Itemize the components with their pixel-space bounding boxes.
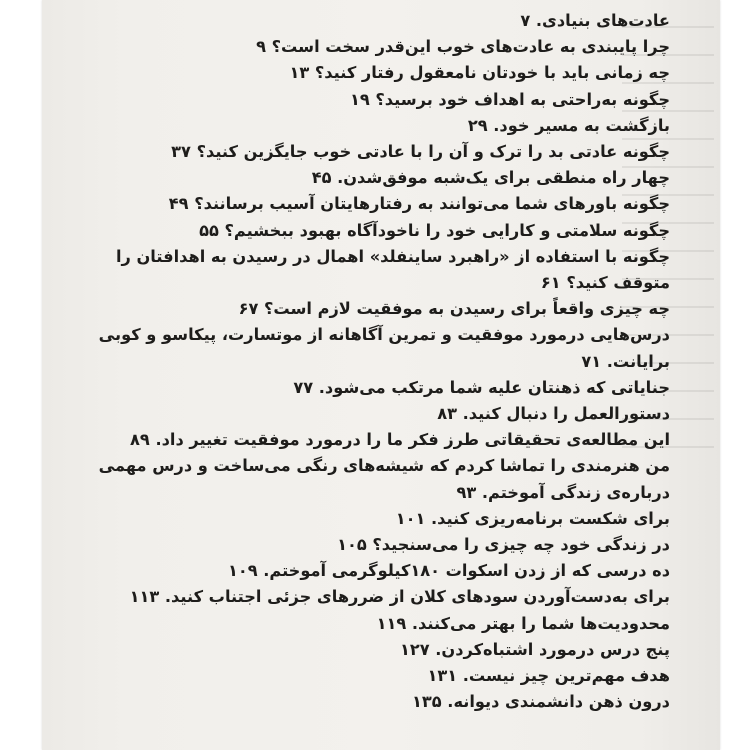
toc-entry: [72, 401, 670, 427]
toc-page-number: ۵۵: [199, 220, 219, 240]
toc-entry: [72, 453, 670, 505]
toc-page-number: ۳۷: [171, 142, 191, 162]
toc-page-number: ۱۳۵: [412, 692, 442, 712]
toc-entry: [72, 296, 670, 322]
toc-title: درون ذهن دانشمندی دیوانه.: [447, 692, 670, 712]
toc-entry: [72, 113, 670, 139]
toc-entry: [72, 532, 670, 558]
toc-page-number: ۸۳: [437, 404, 457, 424]
toc-title: چگونه سلامتی و کارایی خود را ناخودآگاه بهبود ببخشیم؟: [224, 220, 670, 240]
toc-page-number: ۴۹: [168, 194, 189, 214]
toc-title: برای به‌دست‌آوردن سودهای کلان از ضررهای جزئی اجتناب کنید.: [164, 587, 670, 607]
toc-entry: [72, 584, 670, 610]
toc-page-number: ۱۹: [349, 89, 370, 109]
toc-title: من هنرمندی را تماشا کردم که شیشه‌های رنگی می‌ساخت و درس مهمی درباره‌ی زندگی آموختم.: [98, 456, 670, 502]
toc-title: درس‌هایی درمورد موفقیت و تمرین آگاهانه از موتسارت، پیکاسو و کوبی برایانت.: [98, 325, 670, 371]
toc-page-number: ۷: [520, 11, 531, 30]
toc-page-number: ۱۰۹: [227, 561, 258, 581]
toc-page-number: ۱۳۱: [427, 666, 458, 686]
toc-title: این مطالعه‌ی تحقیقاتی طرز فکر ما را درمورد موفقیت تغییر داد.: [155, 430, 670, 450]
toc-title: هدف مهم‌ترین چیز نیست.: [462, 666, 670, 686]
toc-page-number: ۸۹: [130, 430, 150, 450]
book-page: [42, 0, 720, 750]
toc-page-number: ۱۲۷: [400, 639, 430, 659]
toc-entry: [72, 165, 670, 191]
toc-page-number: ۱۱۳: [129, 587, 160, 607]
toc-entry: [72, 375, 670, 401]
toc-entry: [72, 8, 670, 34]
toc-entry: [72, 60, 670, 86]
toc-entry: [72, 191, 670, 217]
toc-title: چگونه عادتی بد را ترک و آن را با عادتی خوب جایگزین کنید؟: [196, 142, 670, 162]
toc-entry: [72, 558, 670, 584]
toc-page-number: ۶۱: [540, 273, 561, 293]
toc-entry: [72, 637, 670, 663]
toc-entry: [72, 663, 670, 689]
toc-title: چگونه با استفاده از «راهبرد ساینفلد» اهمال در رسیدن به اهدافتان را متوقف کنید؟: [115, 246, 670, 293]
toc-page-number: ۱۳: [289, 63, 310, 83]
toc-page-number: ۶۷: [238, 299, 259, 319]
toc-entry: [72, 611, 670, 637]
toc-title: عادت‌های بنیادی.: [535, 11, 670, 30]
toc-title: دستورالعمل را دنبال کنید.: [462, 404, 670, 424]
toc-title: بازگشت به مسیر خود.: [493, 115, 670, 135]
toc-entry: [72, 218, 670, 244]
toc-title: پنج درس درمورد اشتباه‌کردن.: [435, 639, 670, 659]
toc-page-number: ۷۱: [581, 351, 602, 371]
toc-title: جنایاتی که ذهنتان علیه شما مرتکب می‌شود.: [318, 377, 670, 397]
toc-entry: [72, 689, 670, 715]
toc-entry: [72, 87, 670, 113]
toc-title: چرا پایبندی به عادت‌های خوب این‌قدر سخت است؟: [271, 37, 670, 57]
toc-page-number: ۴۵: [311, 168, 332, 188]
table-of-contents: [72, 8, 670, 715]
toc-page-number: ۷۷: [293, 377, 314, 397]
toc-page-number: ۱۰۵: [337, 535, 367, 555]
toc-title: چه زمانی باید با خودتان نامعقول رفتار کنید؟: [314, 63, 670, 83]
toc-page-number: ۱۱۹: [376, 613, 407, 633]
toc-page-number: ۱۰۱: [395, 508, 426, 528]
toc-entry: [72, 506, 670, 532]
toc-title: در زندگی خود چه چیزی را می‌سنجید؟: [372, 535, 670, 555]
toc-title: چگونه به‌راحتی به اهداف خود برسید؟: [375, 89, 670, 109]
toc-page-number: ۲۹: [467, 115, 488, 135]
toc-title: برای شکست برنامه‌ریزی کنید.: [431, 508, 670, 528]
toc-page-number: ۹: [256, 37, 266, 57]
toc-title: چگونه باورهای شما می‌توانند به رفتارهایتان آسیب برسانند؟: [194, 194, 670, 214]
toc-entry: [72, 322, 670, 374]
toc-title: چهار راه منطقی برای یک‌شبه موفق‌شدن.: [337, 168, 670, 188]
toc-page-number: ۹۳: [456, 482, 477, 502]
toc-entry: [72, 244, 670, 296]
toc-title: ده درسی که از زدن اسکوات ۱۸۰کیلوگرمی آموختم.: [263, 561, 670, 581]
toc-title: محدودیت‌ها شما را بهتر می‌کنند.: [411, 613, 670, 633]
toc-title: چه چیزی واقعاً برای رسیدن به موفقیت لازم است؟: [263, 299, 670, 319]
toc-entry: [72, 34, 670, 60]
toc-entry: [72, 139, 670, 165]
toc-entry: [72, 427, 670, 453]
